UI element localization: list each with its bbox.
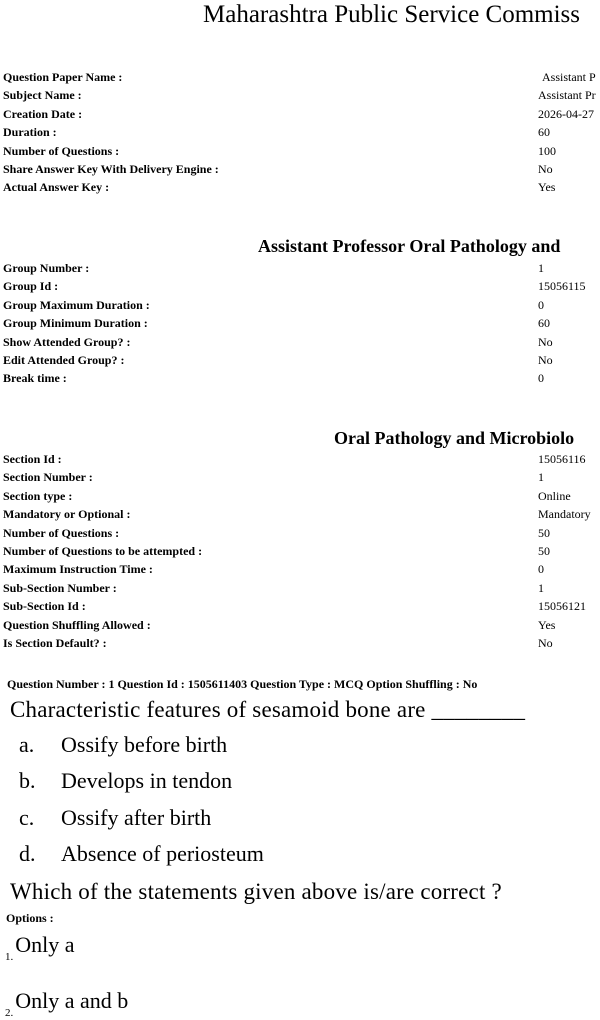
field-value: 1 [538,580,544,595]
field-label: Group Minimum Duration : [3,316,148,331]
question-prompt: Which of the statements given above is/are correct ? [10,879,502,904]
field-value: No [538,161,553,176]
field-value: 15056115 [538,279,586,294]
field-value: 1 [538,261,544,275]
field-value: 0 [538,297,544,312]
field-label: Number of Questions : [3,525,120,540]
document-title: Maharashtra Public Service Commiss [203,1,581,28]
field-label: Section Number : [3,470,93,485]
option-number: 2. [5,1007,14,1019]
field-value: Yes [538,180,556,195]
field-label: Question Paper Name : [3,70,123,84]
field-value: 60 [538,316,550,331]
field-value: Assistant Pr [538,88,596,103]
field-value: 1 [538,470,544,485]
option-text: Only a [15,932,75,957]
field-label: Actual Answer Key : [3,180,110,195]
field-label: Edit Attended Group? : [3,352,125,367]
statement-item [19,805,211,831]
statement-letter: c. [19,805,35,830]
field-label: Section Id : [3,452,62,466]
field-value: 2026-04-27 [538,106,594,121]
field-label: Number of Questions : [3,143,120,158]
answer-option[interactable] [5,932,75,963]
statement-letter: b. [19,768,36,793]
answer-option[interactable] [5,988,128,1019]
question-stem: Characteristic features of sesamoid bone are ________ [10,697,526,722]
field-label: Section type : [3,488,73,503]
field-value: 60 [538,125,550,140]
field-value: No [538,334,553,349]
section-heading: Oral Pathology and Microbiolo [334,428,575,448]
options-label: Options : [6,911,54,925]
field-value: Assistant P [542,70,596,84]
field-value: 15056116 [538,452,586,466]
statement-text: Ossify after birth [61,805,212,830]
option-text: Only a and b [15,988,129,1013]
option-number: 1. [5,951,14,963]
field-label: Group Number : [3,261,90,275]
field-label: Maximum Instruction Time : [3,562,153,577]
group-heading: Assistant Professor Oral Pathology and [258,236,561,256]
field-value: No [538,635,553,650]
field-label: Sub-Section Id : [3,599,86,614]
field-label: Show Attended Group? : [3,334,131,349]
statement-letter: a. [19,732,35,757]
statement-item [19,732,227,758]
field-label: Group Id : [3,279,59,294]
statement-item [19,841,264,867]
statement-text: Absence of periosteum [61,841,264,866]
field-label: Group Maximum Duration : [3,297,150,312]
field-value: Mandatory [538,507,591,522]
field-label: Is Section Default? : [3,635,107,650]
question-meta: Question Number : 1 Question Id : 1505611403 Question Type : MCQ Option Shuffling : No [7,677,478,691]
field-label: Question Shuffling Allowed : [3,617,151,632]
field-label: Mandatory or Optional : [3,507,131,522]
statement-item [19,768,232,794]
statement-text: Ossify before birth [61,732,228,757]
field-value: Yes [538,617,556,632]
field-value: 50 [538,525,550,540]
statement-text: Develops in tendon [61,768,233,793]
field-label: Creation Date : [3,106,83,121]
field-value: 0 [538,562,544,577]
statement-letter: d. [19,841,36,866]
field-label: Duration : [3,125,57,140]
field-value: 50 [538,543,550,558]
field-value: 0 [538,371,544,386]
field-value: 100 [538,143,556,158]
field-label: Sub-Section Number : [3,580,117,595]
field-label: Subject Name : [3,88,82,103]
field-value: Online [538,488,571,503]
field-label: Break time : [3,371,67,386]
field-value: No [538,352,553,367]
field-label: Share Answer Key With Delivery Engine : [3,161,219,176]
field-label: Number of Questions to be attempted : [3,543,203,558]
field-value: 15056121 [538,599,586,614]
